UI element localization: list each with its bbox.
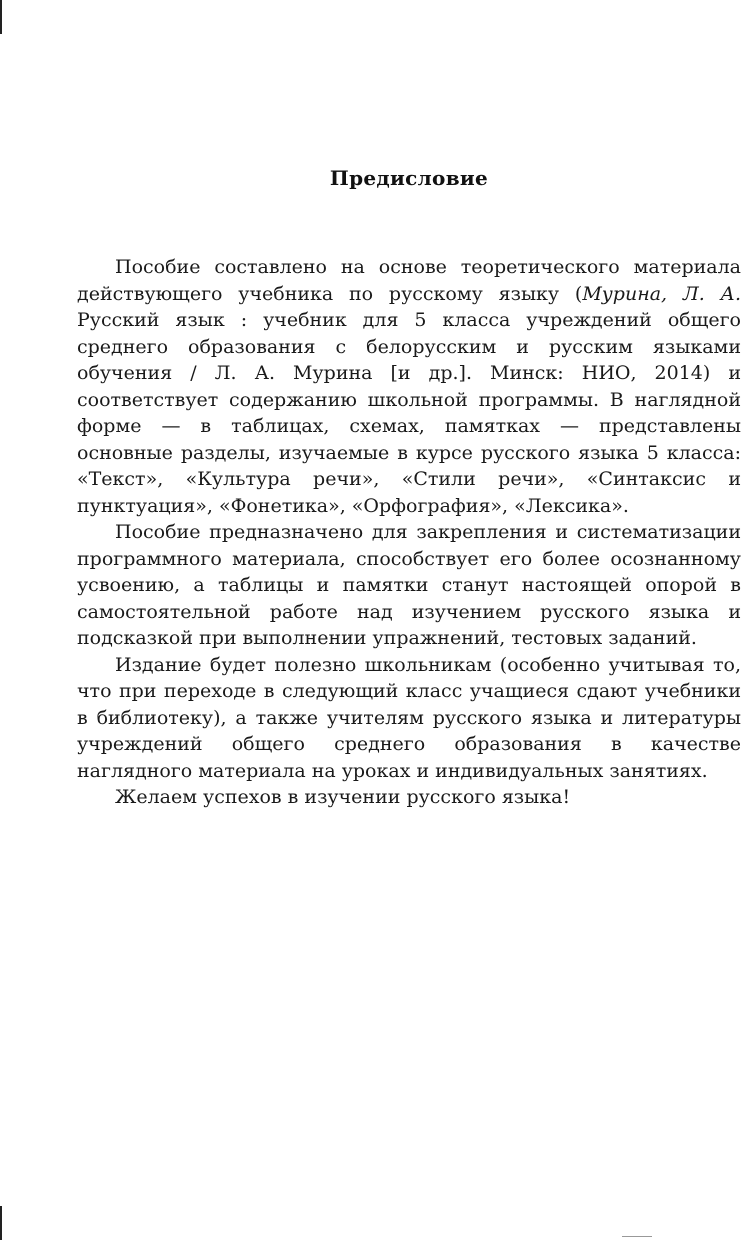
paragraph-1-end: Русский язык : учебник для 5 класса учреждений общего среднего образования с белорусским и русским языками обучения / Л. А. Мурина [и др.]. Минск: НИО, 2014) и соответствует содержанию школьной программы. В наглядной форме — в таблицах, схемах, памятках — представлены основные разделы, изучаемые в курсе русского языка 5 класса: «Текст», «Культура речи», «Стили речи», «Синтаксис и пунктуация», «Фонетика», «Орфография», «Лексика». — [77, 309, 741, 517]
crop-mark-bottom — [0, 1206, 2, 1240]
corner-mark — [622, 1236, 652, 1237]
page-title: Предисловие — [329, 166, 489, 190]
paragraph-2: Пособие предназначено для закрепления и систематизации программного материала, способствует его более осознанному усвоению, а таблицы и памятки станут настоящей опорой в самостоятельной работе над изучением русского языка и подсказкой при выполнении упражнений, тестовых заданий. — [77, 521, 741, 649]
paragraph-4: Желаем успехов в изучении русского языка! — [115, 786, 571, 808]
citation-author: Мурина, Л. А. — [582, 282, 741, 305]
body-text — [77, 254, 741, 811]
crop-mark-top — [0, 0, 2, 34]
paragraph-1-start: Пособие составлено на основе теоретического материала действующего учебника по русскому языку ( — [77, 256, 741, 305]
paragraph-1 — [77, 254, 741, 519]
paragraph-3: Издание будет полезно школьникам (особенно учитывая то, что при переходе в следующий класс учащиеся сдают учебники в библиотеку), а также учителям русского языка и литературы учреждений общего среднего образования в качестве наглядного материала на уроках и индивидуальных занятиях. — [77, 653, 741, 782]
